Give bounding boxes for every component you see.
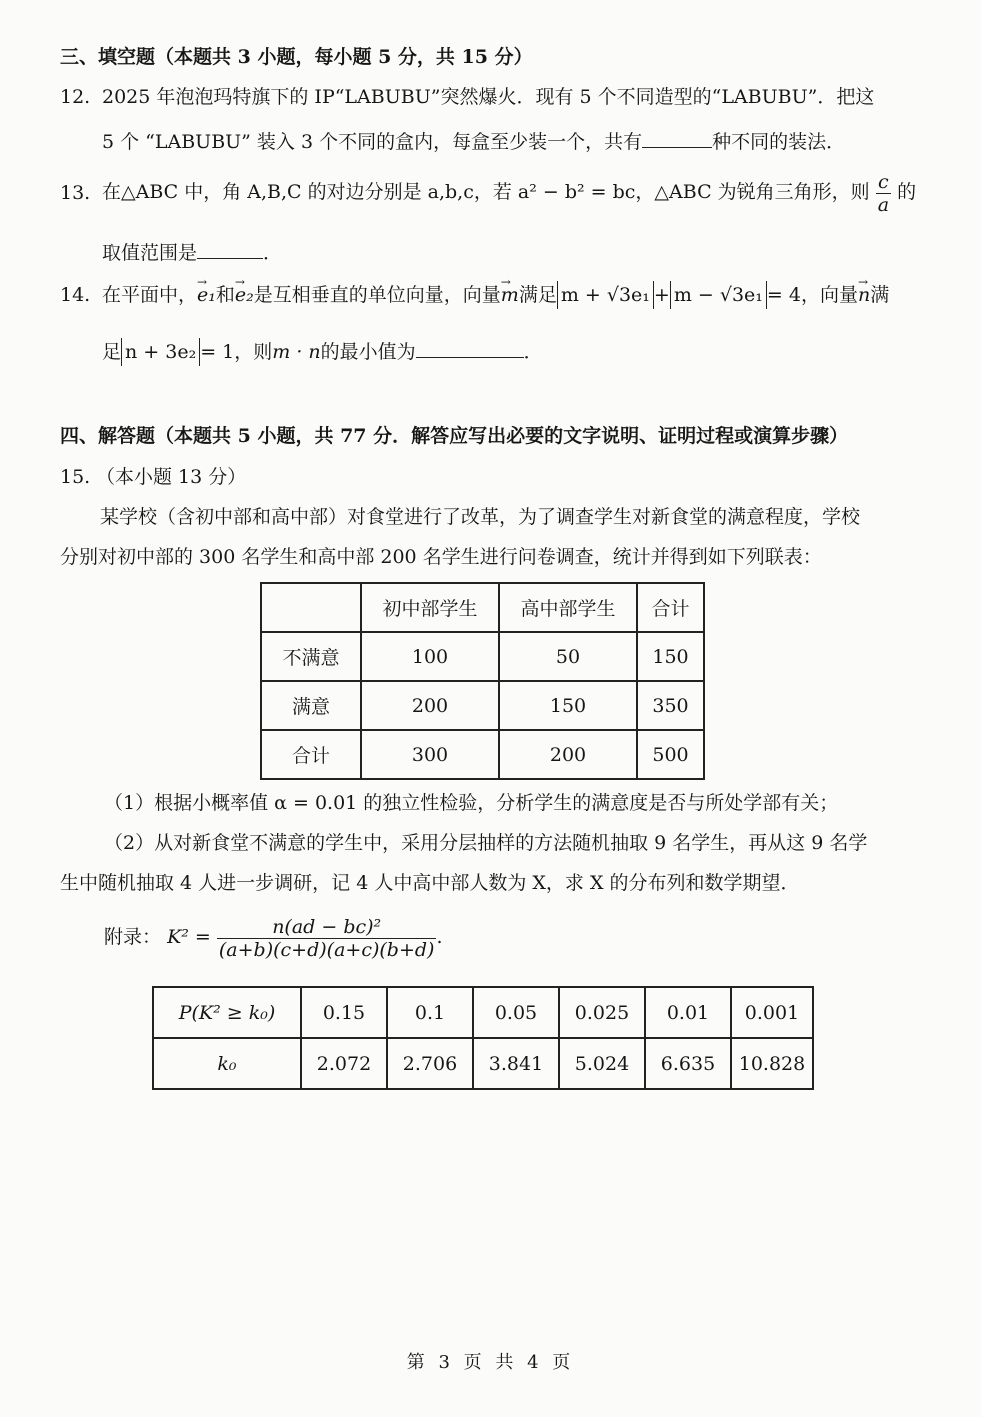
table-cell: 5.024 <box>559 1038 645 1089</box>
dot-product: m · n <box>272 341 321 363</box>
q14-answer-blank[interactable] <box>416 337 524 358</box>
q12-answer-blank[interactable] <box>642 127 712 148</box>
table-cell: 0.025 <box>559 987 645 1038</box>
table-cell: 200 <box>361 681 499 730</box>
vector-n: → n <box>858 280 870 310</box>
q13-text: 在△ABC 中，角 A,B,C 的对边分别是 a,b,c，若 a² − b² = bc，△ABC 为锐角三角形，则 <box>102 181 870 203</box>
vector-m: → m <box>501 280 519 310</box>
q14-text-d: 满 <box>870 284 890 306</box>
table-cell: 0.15 <box>301 987 387 1038</box>
q14-eq2: = 1，则 <box>200 341 273 363</box>
table-cell: 0.001 <box>731 987 813 1038</box>
q13-line2 <box>102 238 282 266</box>
formula-lhs: K² = <box>167 926 211 948</box>
q15-score: （本小题 13 分） <box>96 466 247 488</box>
q13-line2-text: 取值范围是 <box>102 242 198 264</box>
q14-text-b: 是互相垂直的单位向量，向量 <box>253 284 501 306</box>
table-cell: 150 <box>499 681 637 730</box>
probability-row <box>153 987 813 1038</box>
table-cell: 100 <box>361 632 499 681</box>
q12-number: 12. <box>60 86 91 108</box>
table-cell: 150 <box>637 632 704 681</box>
table-cell: 300 <box>361 730 499 779</box>
table-cell: 50 <box>499 632 637 681</box>
table-row-label: k₀ <box>153 1038 301 1089</box>
table-cell: 合计 <box>261 730 361 779</box>
table-cell: 不满意 <box>261 632 361 681</box>
abs-m-minus: m − √3e₁ <box>670 281 767 309</box>
critical-value-row <box>153 1038 813 1089</box>
table-row <box>261 730 704 779</box>
table-cell: 2.706 <box>387 1038 473 1089</box>
table-header-cell <box>261 583 361 632</box>
vector-e1: → e₁ <box>197 280 216 310</box>
q15-para2: 分别对初中部的 300 名学生和高中部 200 名学生进行问卷调查，统计并得到如下列联表： <box>60 546 822 568</box>
q15-part2-line2: 生中随机抽取 4 人进一步调研，记 4 人中高中部人数为 X，求 X 的分布列和数学期望． <box>60 872 800 894</box>
vector-e2: → e₂ <box>235 280 254 310</box>
table-cell: 0.1 <box>387 987 473 1038</box>
table-cell: 0.01 <box>645 987 731 1038</box>
formula-numerator: n(ad − bc)² <box>217 916 437 939</box>
table-cell: 200 <box>499 730 637 779</box>
q13-fraction: $\frac{c}{a}$ <box>877 170 890 216</box>
formula-end: . <box>436 926 443 948</box>
page-footer: 第 3 页 共 4 页 <box>406 1352 575 1373</box>
q14-eq1: = 4，向量 <box>766 284 858 306</box>
table-cell: 3.841 <box>473 1038 559 1089</box>
q14-text-c: 满足 <box>518 284 557 306</box>
q13-number: 13. <box>60 182 91 204</box>
q12-line2-text: 5 个 “LABUBU” 装入 3 个不同的盒内，每盒至少装一个，共有 <box>102 131 643 153</box>
table-row <box>261 632 704 681</box>
table-cell: 6.635 <box>645 1038 731 1089</box>
q14-and: 和 <box>215 284 235 306</box>
contingency-table <box>260 582 705 780</box>
formula-denominator: (a+b)(c+d)(a+c)(b+d) <box>218 938 435 961</box>
table-header-cell: 合计 <box>637 583 704 632</box>
q14-line2 <box>102 337 543 367</box>
q13-answer-blank[interactable] <box>197 238 263 259</box>
table-header-row <box>261 583 704 632</box>
table-row <box>261 681 704 730</box>
q15-part1: （1）根据小概率值 α = 0.01 的独立性检验，分析学生的满意度是否与所处学部有关； <box>104 792 839 814</box>
q12-line1: 2025 年泡泡玛特旗下的 IP“LABUBU”突然爆火．现有 5 个不同造型的“LABUBU”．把这 <box>102 86 875 108</box>
table-row-label: P(K² ≥ k₀) <box>153 987 301 1038</box>
q15-para1: 某学校（含初中部和高中部）对食堂进行了改革，为了调查学生对新食堂的满意程度，学校 <box>100 506 861 528</box>
q14-plus: + <box>653 284 670 306</box>
table-cell: 500 <box>637 730 704 779</box>
table-cell: 2.072 <box>301 1038 387 1089</box>
abs-m-plus: m + √3e₁ <box>557 281 654 309</box>
table-cell: 满意 <box>261 681 361 730</box>
q15-part2-line1: （2）从对新食堂不满意的学生中，采用分层抽样的方法随机抽取 9 名学生，再从这 9 名学 <box>104 832 868 854</box>
table-cell: 350 <box>637 681 704 730</box>
q14-line1 <box>102 280 889 310</box>
table-header-cell: 初中部学生 <box>361 583 499 632</box>
q13-text-end: 的 <box>897 181 917 203</box>
appendix-label: 附录： <box>104 926 162 948</box>
q14-number: 14. <box>60 284 91 306</box>
q14-line2-end: ． <box>523 341 543 363</box>
q12-line2 <box>102 127 845 155</box>
q14-line2-b: 的最小值为 <box>320 341 416 363</box>
critical-value-table <box>152 986 814 1090</box>
k-squared-formula <box>217 916 437 961</box>
q14-line2-a: 足 <box>102 341 122 363</box>
table-cell: 0.05 <box>473 987 559 1038</box>
q12-line2-end: 种不同的装法． <box>712 131 846 153</box>
table-header-cell: 高中部学生 <box>499 583 637 632</box>
q13-line1 <box>102 168 916 216</box>
q15-number: 15. <box>60 466 91 488</box>
abs-n-plus: n + 3e₂ <box>121 338 200 366</box>
q14-text-a: 在平面中， <box>102 284 198 306</box>
table-cell: 10.828 <box>731 1038 813 1089</box>
q13-line2-end: ． <box>263 242 283 264</box>
section-3-title: 三、填空题（本题共 3 小题，每小题 5 分，共 15 分） <box>60 46 533 68</box>
appendix <box>104 912 443 962</box>
section-4-title: 四、解答题（本题共 5 小题，共 77 分．解答应写出必要的文字说明、证明过程或演算步骤） <box>60 425 849 447</box>
